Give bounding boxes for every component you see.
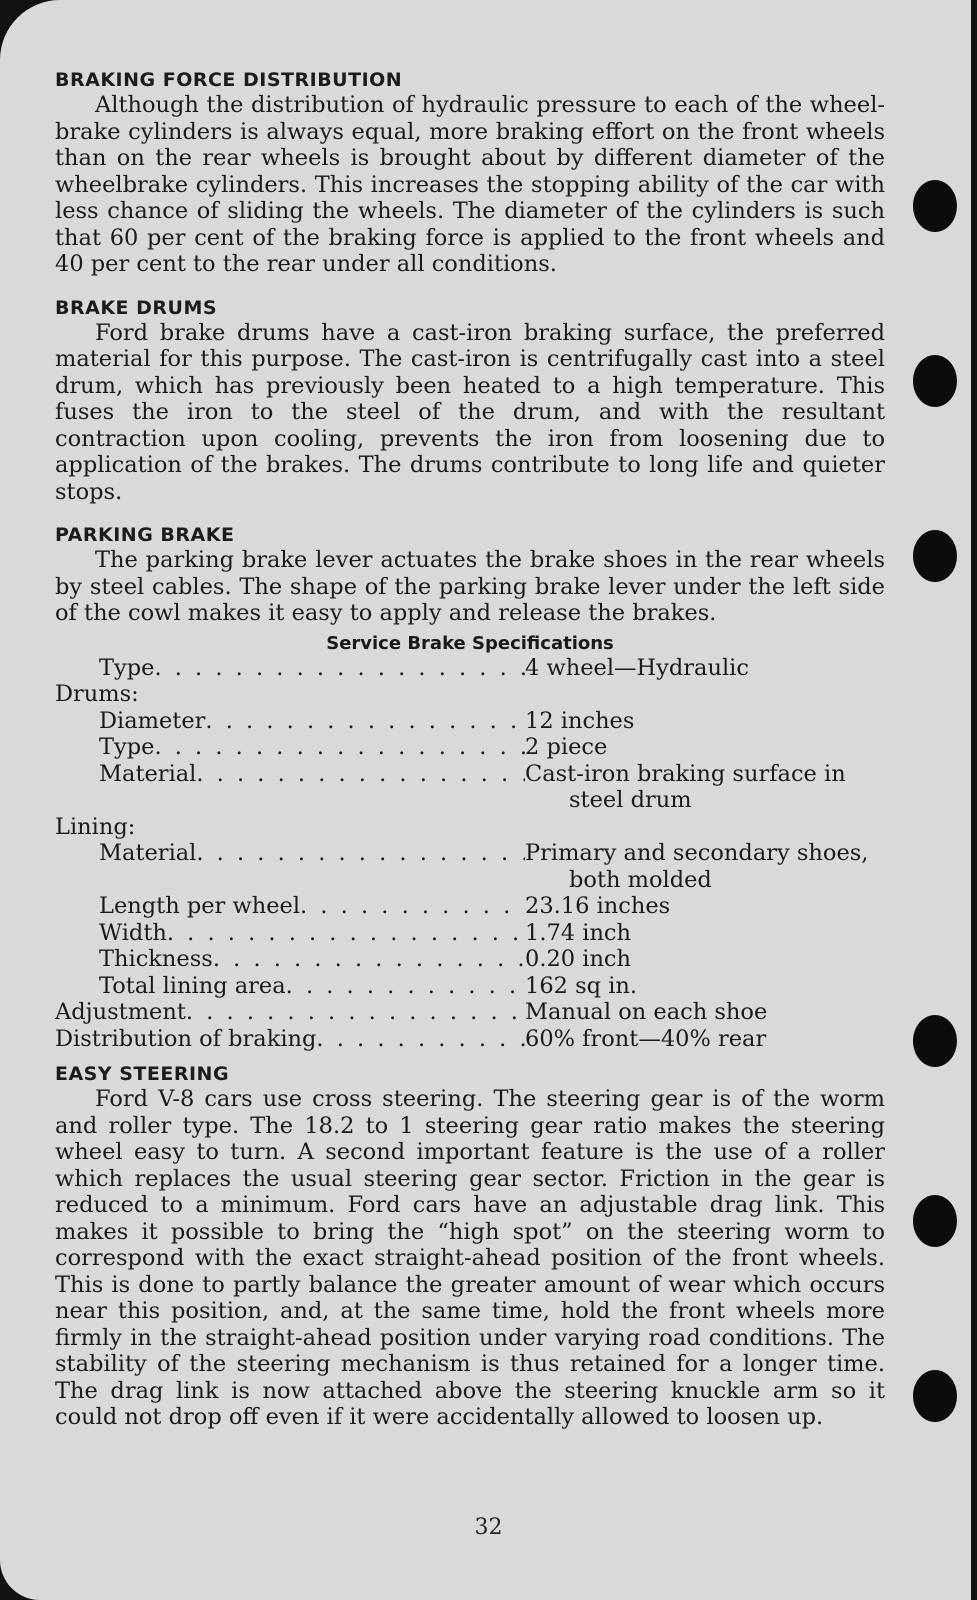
spec-value: 4 wheel—Hydraulic: [525, 654, 749, 681]
spec-row: [55, 1026, 885, 1053]
spec-row: [55, 973, 885, 1000]
spec-value-group: [525, 761, 885, 814]
spec-value: 60% front—40% rear: [525, 1025, 767, 1052]
page-edge-shadow: [971, 0, 977, 1600]
spec-value-continued: steel drum: [569, 787, 692, 813]
spec-label: Thickness: [99, 946, 213, 972]
leader-dots: [205, 708, 525, 735]
leader-dots: [186, 999, 525, 1026]
spec-value: 0.20 inch: [525, 946, 632, 972]
section-heading: EASY STEERING: [55, 1063, 230, 1085]
spec-label: Distribution of braking: [55, 1025, 317, 1052]
section-heading: BRAKING FORCE DISTRIBUTION: [55, 69, 403, 91]
binder-hole: [913, 180, 957, 232]
binder-hole: [913, 1195, 957, 1247]
spec-row: [55, 840, 885, 893]
section-body: Although the distribution of hydraulic pressure to each of the wheel-brake cylinders is always equal, more braking effort on the front wheels than on the rear wheels is brought about by different diameter of the wheelbrake cylinders. This increases the stopping ability of the car with less chance of sliding the wheels. The diameter of the cylinders is such that 60 per cent of the braking force is applied to the front wheels and 40 per cent to the rear under all conditions.: [55, 92, 885, 277]
spec-value: 1.74 inch: [525, 919, 632, 946]
spec-label: Adjustment: [55, 999, 186, 1025]
section-body: Ford V-8 cars use cross steering. The steering gear is of the worm and roller type. The 18.2 to 1 steering gear ratio makes the steering wheel easy to turn. A second important feature is the use of a roller which replaces the usual steering gear sector. Friction in the gear is reduced to a minimum. Ford cars have an adjustable drag link. This makes it possible to bring the “high spot” on the steering worm to correspond with the exact straight-ahead position of the front wheels. This is done to partly balance the greater amount of wear which occurs near this position, and, at the same time, hold the front wheels more firmly in the straight-ahead position under varying road conditions. The stability of the steering mechanism is thus retained for a longer time. The drag link is now attached above the steering knuckle arm so it could not drop off even if it were accidentally allowed to loosen up.: [55, 1086, 885, 1430]
spec-group-label: Lining:: [55, 813, 136, 840]
spec-value: 12 inches: [525, 707, 635, 734]
spec-row: [55, 708, 885, 735]
spec-label: Length per wheel: [99, 893, 301, 919]
section-heading: PARKING BRAKE: [55, 524, 235, 546]
leader-dots: [213, 946, 525, 973]
spec-value: 162 sq in.: [525, 972, 638, 999]
spec-value-group: [525, 840, 885, 893]
leader-dots: [154, 655, 525, 682]
leader-dots: [196, 840, 525, 893]
binder-hole: [913, 1015, 957, 1067]
leader-dots: [316, 1026, 525, 1053]
leader-dots: [300, 893, 525, 920]
spec-group-label: Drums:: [55, 681, 139, 707]
spec-row: [55, 655, 885, 682]
section-body: Ford brake drums have a cast-iron braking surface, the preferred material for this purpose. The cast-iron is centrifugally cast into a steel drum, which has previously been heated to a high temperature. This fuses the iron to the steel of the drum, and with the resultant contraction upon cooling, prevents the iron from loosening due to application of the brakes. The drums contribute to long life and quieter stops.: [55, 319, 885, 505]
spec-label: Diameter: [99, 707, 206, 734]
section-brake-drums: [55, 296, 885, 506]
spec-row: [55, 893, 885, 920]
leader-dots: [167, 920, 525, 947]
page-number: 32: [474, 1515, 503, 1540]
spec-row: [55, 734, 885, 761]
spec-value: 2 piece: [525, 734, 608, 760]
section-easy-steering: [55, 1062, 885, 1431]
spec-value: 23.16 inches: [525, 893, 671, 919]
spec-label: Type: [99, 734, 155, 760]
spec-label: Material: [99, 760, 197, 787]
spec-row: [55, 946, 885, 973]
binder-hole: [913, 355, 957, 407]
binder-hole: [913, 530, 957, 582]
page-content: [55, 68, 885, 1449]
spec-row: [55, 761, 885, 814]
spec-label: Material: [99, 840, 197, 866]
leader-dots: [154, 734, 525, 761]
spec-row: [55, 999, 885, 1026]
spec-value: Primary and secondary shoes,: [525, 840, 869, 866]
spec-value: Cast-iron braking surface in: [525, 760, 846, 787]
section-braking-force: [55, 68, 885, 278]
binder-hole: [913, 1370, 957, 1422]
leader-dots: [196, 761, 525, 814]
spec-label: Type: [99, 654, 155, 681]
section-heading: BRAKE DRUMS: [55, 296, 218, 319]
spec-value-continued: both molded: [569, 866, 712, 893]
leader-dots: [286, 973, 525, 1000]
specs-table: [55, 633, 885, 1053]
spec-label: Total lining area: [99, 972, 286, 999]
specs-title: Service Brake Specifications: [326, 632, 614, 654]
spec-label: Width: [99, 919, 167, 946]
section-body: The parking brake lever actuates the brake shoes in the rear wheels by steel cables. The shape of the parking brake lever under the left side of the cowl makes it easy to apply and release the brakes.: [55, 547, 885, 626]
spec-value: Manual on each shoe: [525, 999, 768, 1025]
section-parking-brake: [55, 523, 885, 627]
spec-row: [55, 920, 885, 947]
